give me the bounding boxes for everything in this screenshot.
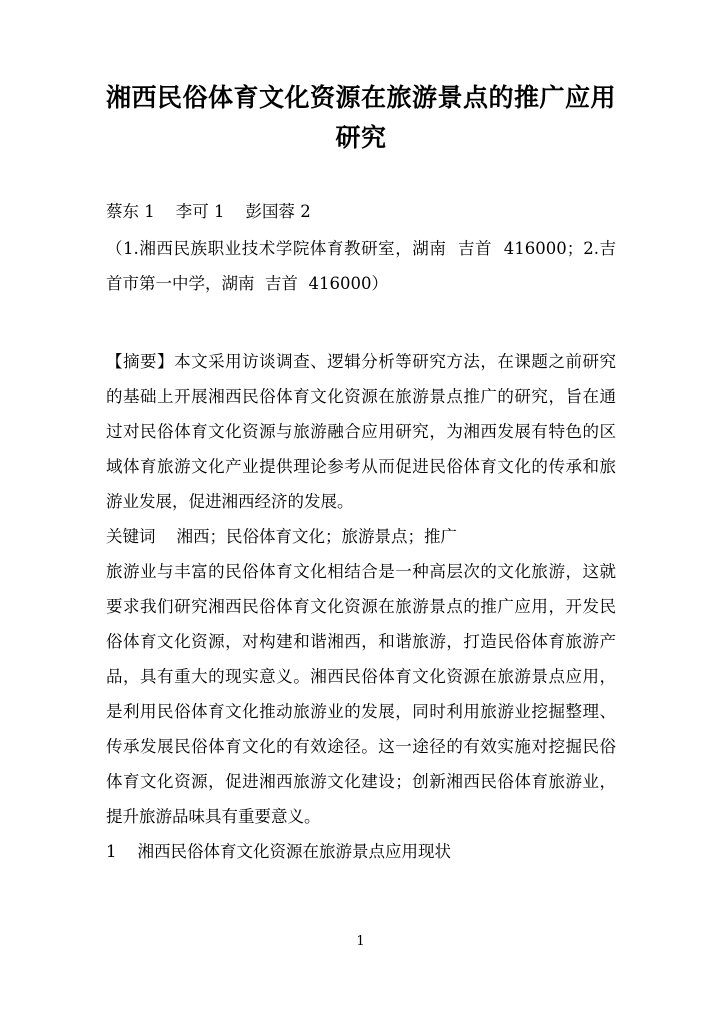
page-number-footer: 1	[356, 934, 365, 949]
section-heading-1: 1 湘西民俗体育文化资源在旅游景点应用现状	[106, 842, 451, 861]
keywords-line: 关键词 湘西；民俗体育文化；旅游景点；推广	[106, 527, 457, 546]
author-list: 蔡东 1 李可 1 彭国蓉 2	[106, 202, 311, 221]
document-content-column	[106, 0, 616, 869]
page-title: 湘西民俗体育文化资源在旅游景点的推广应用研究	[106, 83, 617, 152]
abstract-paragraph: 【摘要】本文采用访谈调查、逻辑分析等研究方法，在课题之前研究的基础上开展湘西民俗体育文化资源在旅游景点推广的研究，旨在通过对民俗体育文化资源与旅游融合应用研究，为湘西发展有特色的区域体育旅游文化产业提供理论参考从而促进民俗体育文化的传承和旅游业发展，促进湘西经济的发展。	[106, 352, 616, 511]
body-paragraph: 旅游业与丰富的民俗体育文化相结合是一种高层次的文化旅游，这就要求我们研究湘西民俗体育文化资源在旅游景点的推广应用，开发民俗体育文化资源，对构建和谐湘西，和谐旅游，打造民俗体育旅游产品，具有重大的现实意义。湘西民俗体育文化资源在旅游景点应用，是利用民俗体育文化推动旅游业的发展，同时利用旅游业挖掘整理、传承发展民俗体育文化的有效途径。这一途径的有效实施对挖掘民俗体育文化资源，促进湘西旅游文化建设；创新湘西民俗体育旅游业，提升旅游品味具有重要意义。	[106, 562, 616, 826]
affiliation-line: （1.湘西民族职业技术学院体育教研室，湖南 吉首 416000；2.吉首市第一中学，湖南 吉首 416000）	[106, 239, 616, 293]
